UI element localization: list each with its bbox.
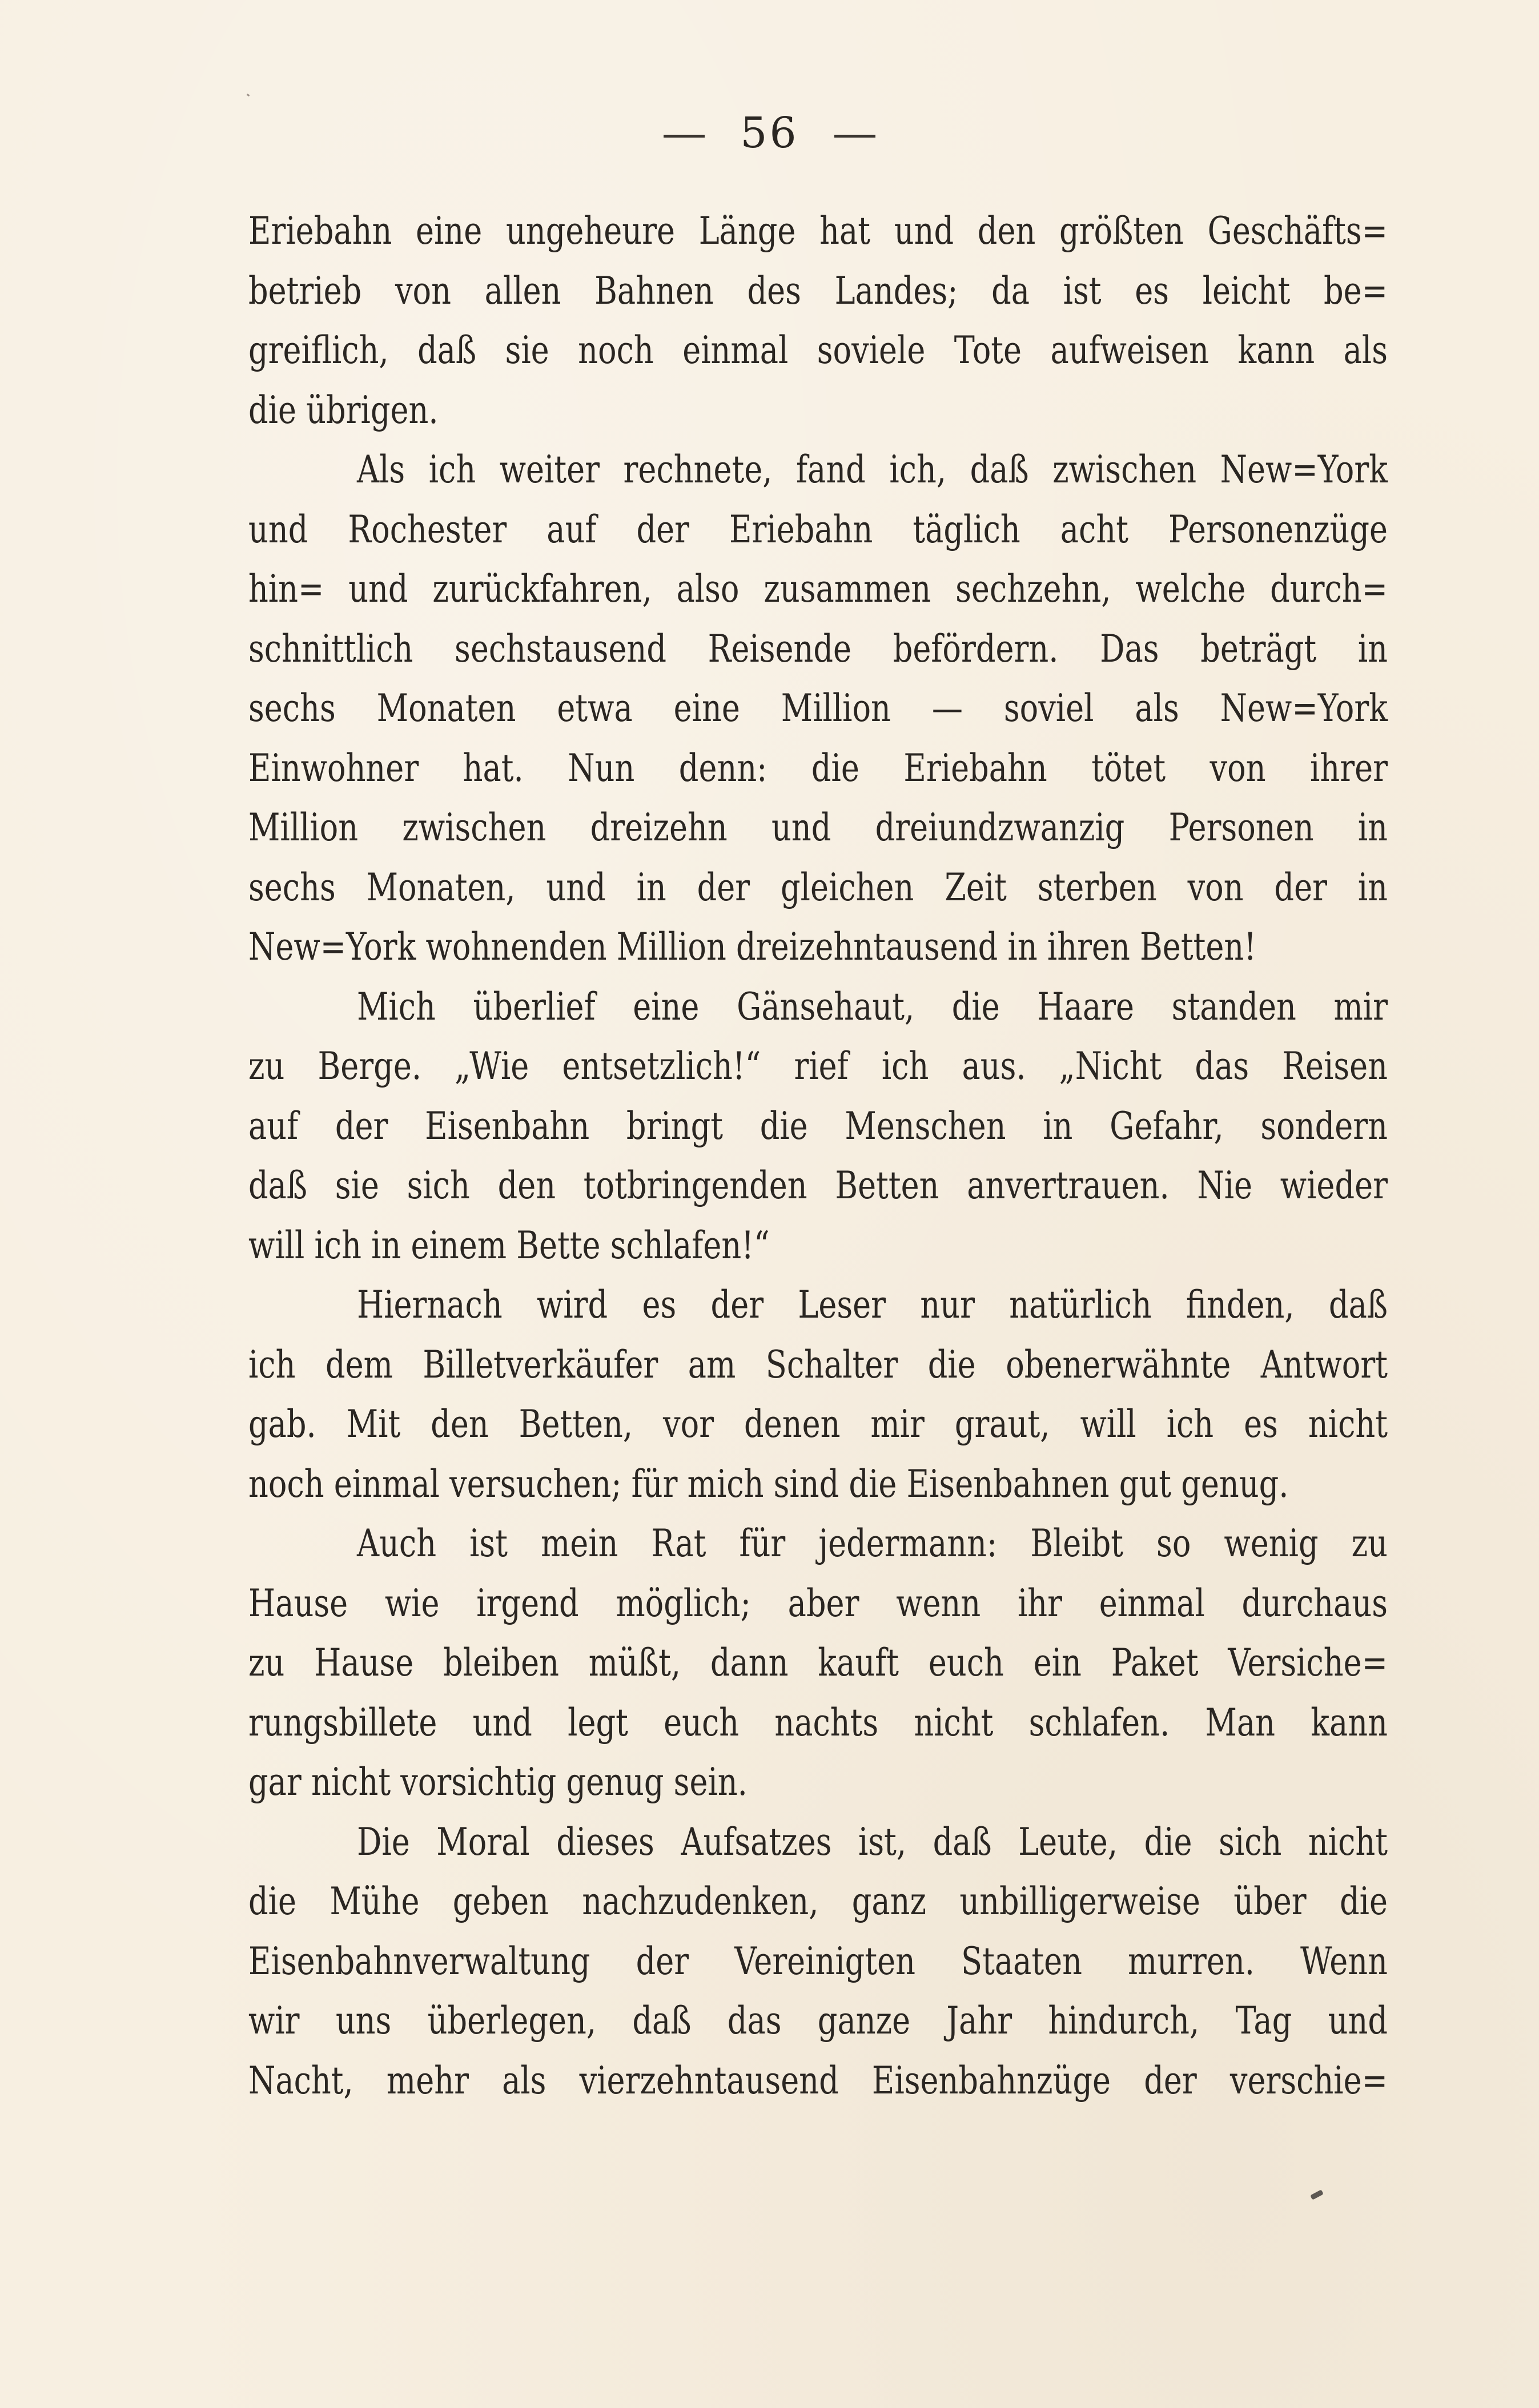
text-line: Hiernach wird es der Leser nur natürlich finden, daß [356, 1283, 1388, 1327]
ink-speck [1310, 2189, 1324, 2200]
paragraph [248, 440, 1388, 977]
paragraph [248, 977, 1388, 1276]
text-line: und Rochester auf der Eriebahn täglich acht Personenzüge [248, 507, 1388, 551]
paragraph [248, 202, 1388, 440]
body-text [248, 202, 1388, 2111]
page-header [0, 107, 1539, 159]
text-line: daß sie sich den totbringenden Betten anvertrauen. Nie wieder [248, 1163, 1388, 1207]
text-line: auf der Eisenbahn bringt die Menschen in Gefahr, sondern [248, 1104, 1388, 1148]
text-line: Auch ist mein Rat für jedermann: Bleibt so wenig zu [356, 1521, 1388, 1565]
text-line: die übrigen. [248, 388, 439, 432]
text-line: sechs Monaten, und in der gleichen Zeit sterben von der in [248, 865, 1388, 909]
paper-mark [247, 94, 250, 96]
text-line: Eisenbahnverwaltung der Vereinigten Staaten murren. Wenn [248, 1939, 1388, 1983]
text-line: die Mühe geben nachzudenken, ganz unbilligerweise über die [248, 1879, 1388, 1923]
header-dash-right [834, 135, 875, 138]
text-line: gar nicht vorsichtig genug sein. [248, 1760, 748, 1804]
paragraph [248, 1514, 1388, 1813]
text-line: Einwohner hat. Nun denn: die Eriebahn tötet von ihrer [248, 746, 1388, 790]
text-line: betrieb von allen Bahnen des Landes; da ist es leicht be= [248, 268, 1388, 313]
text-line: wir uns überlegen, daß das ganze Jahr hindurch, Tag und [248, 1999, 1388, 2043]
text-line: gab. Mit den Betten, vor denen mir graut, will ich es nicht [248, 1402, 1388, 1446]
text-line: zu Berge. „Wie entsetzlich!“ rief ich aus. „Nicht das Reisen [248, 1044, 1388, 1088]
text-line: zu Hause bleiben müßt, dann kauft euch ein Paket Versiche= [248, 1641, 1388, 1685]
paragraph [248, 1813, 1388, 2111]
text-line: Die Moral dieses Aufsatzes ist, daß Leute, die sich nicht [356, 1819, 1388, 1864]
text-line: sechs Monaten etwa eine Million — soviel als New=York [248, 686, 1388, 730]
text-line: noch einmal versuchen; für mich sind die Eisenbahnen gut genug. [248, 1461, 1289, 1506]
text-line: Eriebahn eine ungeheure Länge hat und den größten Geschäfts= [248, 209, 1388, 253]
text-line: Mich überlief eine Gänsehaut, die Haare standen mir [356, 984, 1388, 1029]
text-line: hin= und zurückfahren, also zusammen sechzehn, welche durch= [248, 567, 1388, 611]
text-line: will ich in einem Bette schlafen!“ [248, 1223, 770, 1267]
text-line: Million zwischen dreizehn und dreiundzwanzig Personen in [248, 806, 1388, 849]
text-line: New=York wohnenden Million dreizehntausend in ihren Betten! [248, 925, 1256, 969]
text-line: schnittlich sechstausend Reisende befördern. Das beträgt in [248, 626, 1388, 671]
text-line: Hause wie irgend möglich; aber wenn ihr einmal durchaus [248, 1581, 1388, 1625]
page-number: 56 [740, 108, 799, 158]
text-line: ich dem Billetverkäufer am Schalter die obenerwähnte Antwort [248, 1342, 1388, 1387]
text-line: Als ich weiter rechnete, fand ich, daß zwischen New=York [356, 448, 1388, 492]
text-line: greiflich, daß sie noch einmal soviele Tote aufweisen kann als [248, 328, 1388, 372]
header-dash-left [664, 135, 705, 138]
text-line: rungsbillete und legt euch nachts nicht schlafen. Man kann [248, 1700, 1388, 1745]
paragraph [248, 1275, 1388, 1514]
text-line: Nacht, mehr als vierzehntausend Eisenbahnzüge der verschie= [248, 2058, 1388, 2103]
